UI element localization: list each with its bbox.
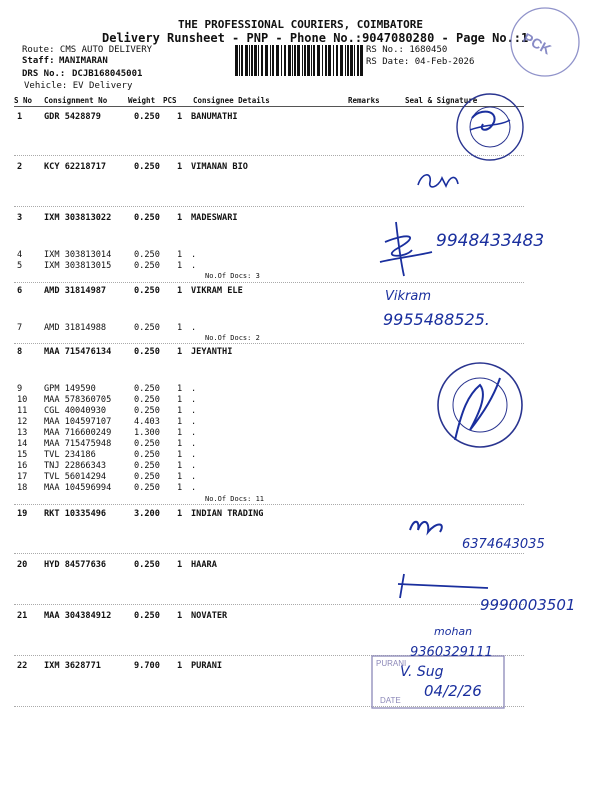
row-weight: 0.250 [134, 112, 160, 122]
row-consignment: IXM 303813022 [44, 213, 112, 223]
row-pcs: 1 [177, 472, 183, 482]
row-consignee: VIKRAM ELE [191, 286, 243, 296]
row-consignee: . [191, 439, 197, 449]
row-sno: 9 [17, 384, 23, 394]
round-stamp [457, 94, 523, 160]
phone-row-22: 9360329111 [410, 645, 493, 660]
staff-label: Staff: [22, 56, 55, 66]
signature-row-3 [380, 222, 432, 276]
drs-label: DRS No.: [22, 69, 66, 79]
row-pcs: 1 [177, 509, 183, 519]
rs-date: RS Date: 04-Feb-2026 [366, 57, 475, 67]
row-sno: 15 [17, 450, 28, 460]
row-sno: 14 [17, 439, 28, 449]
row-pcs: 1 [177, 347, 183, 357]
row-consignee: JEYANTHI [191, 347, 233, 357]
signature-row-19 [410, 522, 442, 532]
row-pcs: 1 [177, 213, 183, 223]
row-consignment: MAA 715476134 [44, 347, 112, 357]
row-sno: 20 [17, 560, 28, 570]
row-sno: 10 [17, 395, 28, 405]
signature-row-2 [418, 175, 458, 187]
row-pcs: 1 [177, 483, 183, 493]
row-sno: 13 [17, 428, 28, 438]
row-pcs: 1 [177, 439, 183, 449]
phone-row-6: 9955488525. [383, 310, 490, 329]
row-consignee: . [191, 461, 197, 471]
row-weight: 0.250 [134, 213, 160, 223]
col-weight: Weight [128, 96, 156, 105]
row-sno: 6 [17, 286, 23, 296]
handwritten-date: 04/2/26 [424, 682, 482, 700]
drs-value: DCJB168045001 [72, 69, 143, 79]
row-sno: 11 [17, 406, 28, 416]
row-weight: 0.250 [134, 250, 160, 260]
row-consignment: TNJ 22866343 [44, 461, 107, 471]
row-pcs: 1 [177, 417, 183, 427]
docs-count: No.Of Docs: 3 [205, 272, 260, 280]
row-weight: 0.250 [134, 323, 160, 333]
row-weight: 0.250 [134, 384, 160, 394]
row-consignment: AMD 31814987 [44, 286, 107, 296]
row-pcs: 1 [177, 450, 183, 460]
route: Route: CMS AUTO DELIVERY [22, 45, 153, 55]
row-consignee: . [191, 323, 197, 333]
row-pcs: 1 [177, 162, 183, 172]
row-weight: 0.250 [134, 162, 160, 172]
row-consignment: MAA 104597107 [44, 417, 112, 427]
row-consignee: PURANI [191, 661, 223, 671]
row-consignee: . [191, 417, 197, 427]
row-sno: 19 [17, 509, 28, 519]
row-pcs: 1 [177, 461, 183, 471]
row-sno: 17 [17, 472, 28, 482]
row-consignee: HAARA [191, 560, 217, 570]
row-consignee: . [191, 406, 197, 416]
docs-count: No.Of Docs: 2 [205, 334, 260, 342]
row-sno: 5 [17, 261, 23, 271]
row-consignment: CGL 40040930 [44, 406, 107, 416]
phone-row-20: 9990003501 [480, 596, 576, 614]
row-weight: 1.300 [134, 428, 160, 438]
company-name: THE PROFESSIONAL COURIERS, COIMBATORE [178, 18, 424, 31]
stamp-top-label: PURANI [376, 659, 407, 668]
row-consignee: INDIAN TRADING [191, 509, 264, 519]
row-pcs: 1 [177, 250, 183, 260]
row-weight: 0.250 [134, 560, 160, 570]
docs-count: No.Of Docs: 11 [205, 495, 265, 503]
row-sno: 18 [17, 483, 28, 493]
row-pcs: 1 [177, 323, 183, 333]
row-consignment: AMD 31814988 [44, 323, 107, 333]
row-pcs: 1 [177, 428, 183, 438]
row-consignment: TVL 56014294 [44, 472, 107, 482]
row-pcs: 1 [177, 611, 183, 621]
row-pcs: 1 [177, 261, 183, 271]
row-weight: 3.200 [134, 509, 160, 519]
row-pcs: 1 [177, 661, 183, 671]
row-consignment: MAA 716600249 [44, 428, 112, 438]
signature-row-20 [398, 574, 488, 598]
row-consignment: IXM 3628771 [44, 661, 101, 671]
col-consignee: Consignee Details [193, 96, 270, 105]
row-consignee: . [191, 395, 197, 405]
row-pcs: 1 [177, 384, 183, 394]
row-consignment: IXM 303813014 [44, 250, 112, 260]
row-consignee: . [191, 250, 197, 260]
row-consignment: GPM 149590 [44, 384, 96, 394]
corner-stamp-label: PCK [520, 29, 554, 58]
col-seal-signature: Seal & Signature [405, 96, 478, 105]
col-sno: S No [14, 96, 33, 105]
row-consignment: TVL 234186 [44, 450, 96, 460]
row-sno: 8 [17, 347, 23, 357]
row-consignment: KCY 62218717 [44, 162, 107, 172]
row-weight: 0.250 [134, 461, 160, 471]
row-sno: 21 [17, 611, 28, 621]
vehicle: Vehicle: EV Delivery [24, 81, 133, 91]
row-consignment: MAA 578360705 [44, 395, 112, 405]
row-weight: 0.250 [134, 483, 160, 493]
row-consignment: GDR 5428879 [44, 112, 101, 122]
row-consignment: HYD 84577636 [44, 560, 107, 570]
runsheet-title: Delivery Runsheet - PNP - Phone No.:9047080280 - Page No.:1 [102, 31, 529, 45]
row-consignee: . [191, 428, 197, 438]
rs-number: RS No.: 1680450 [366, 45, 448, 55]
row-weight: 0.250 [134, 347, 160, 357]
row-weight: 0.250 [134, 395, 160, 405]
phone-row-19: 6374643035 [462, 537, 545, 552]
row-consignee: . [191, 261, 197, 271]
staff-value: MANIMARAN [59, 56, 108, 66]
row-pcs: 1 [177, 112, 183, 122]
row-sno: 2 [17, 162, 23, 172]
row-consignment: MAA 304384912 [44, 611, 112, 621]
row-sno: 12 [17, 417, 28, 427]
row-consignee: MADESWARI [191, 213, 238, 223]
row-consignment: MAA 715475948 [44, 439, 112, 449]
round-stamp [438, 363, 522, 447]
signature-mohan: mohan [434, 625, 473, 638]
row-consignee: . [191, 450, 197, 460]
row-sno: 22 [17, 661, 28, 671]
row-weight: 0.250 [134, 286, 160, 296]
row-consignee: VIMANAN BIO [191, 162, 248, 172]
row-weight: 0.250 [134, 261, 160, 271]
row-sno: 4 [17, 250, 23, 260]
col-pcs: PCS [163, 96, 177, 105]
row-pcs: 1 [177, 406, 183, 416]
row-weight: 0.250 [134, 439, 160, 449]
phone-row-3: 9948433483 [436, 231, 545, 251]
row-sno: 3 [17, 213, 23, 223]
row-consignee: . [191, 483, 197, 493]
signature-initial: V. Sug [400, 664, 444, 680]
corner-stamp [511, 8, 579, 76]
row-pcs: 1 [177, 560, 183, 570]
row-pcs: 1 [177, 395, 183, 405]
row-consignment: MAA 104596994 [44, 483, 112, 493]
stamp-date-label: DATE [380, 696, 401, 705]
row-weight: 0.250 [134, 406, 160, 416]
col-consignment: Consignment No [44, 96, 108, 105]
row-consignment: IXM 303813015 [44, 261, 112, 271]
row-consignee: . [191, 384, 197, 394]
row-consignee: NOVATER [191, 611, 228, 621]
row-sno: 16 [17, 461, 28, 471]
row-weight: 4.403 [134, 417, 160, 427]
row-weight: 0.250 [134, 472, 160, 482]
row-weight: 0.250 [134, 450, 160, 460]
row-pcs: 1 [177, 286, 183, 296]
row-consignment: RKT 10335496 [44, 509, 107, 519]
row-consignee: . [191, 472, 197, 482]
col-remarks: Remarks [348, 96, 380, 105]
row-sno: 1 [17, 112, 23, 122]
row-weight: 9.700 [134, 661, 160, 671]
signature-vikram: Vikram [385, 289, 432, 304]
row-weight: 0.250 [134, 611, 160, 621]
row-sno: 7 [17, 323, 23, 333]
row-consignee: BANUMATHI [191, 112, 238, 122]
